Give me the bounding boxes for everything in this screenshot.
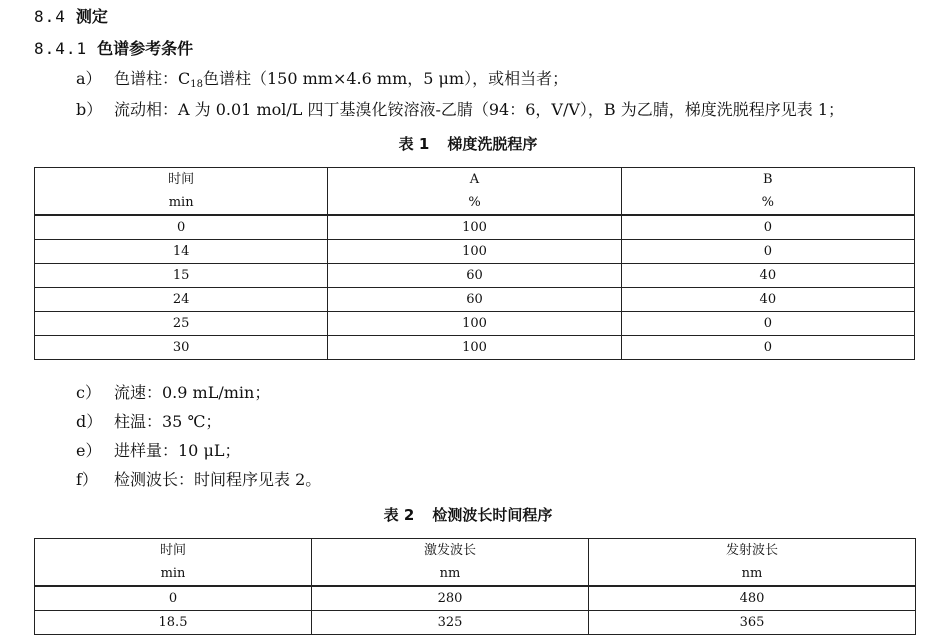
table-row (35, 264, 915, 288)
header-cell (328, 168, 621, 216)
header-cell (621, 168, 914, 216)
gradient-table (34, 167, 915, 360)
table-cell: 40 (621, 264, 914, 288)
header-cell (312, 539, 589, 587)
table-cell: 0 (621, 312, 914, 336)
header-unit: nm (741, 566, 763, 581)
header-unit: % (761, 195, 774, 210)
header-name: 激发波长 (423, 543, 476, 558)
table-row (35, 312, 915, 336)
table2-caption-title: 检测波长时间程序 (432, 506, 553, 524)
item-text: 柱温：35 ℃； (114, 412, 222, 431)
item-label: d） (76, 412, 103, 431)
table-cell: 30 (35, 336, 328, 360)
header-name: A (469, 172, 480, 187)
table-row (35, 336, 915, 360)
table-cell: 325 (312, 611, 589, 635)
table-cell: 100 (328, 336, 621, 360)
table-header-row (35, 539, 916, 587)
subsection-title: 色谱参考条件 (97, 39, 194, 58)
item-label: e） (76, 441, 102, 460)
table-cell: 60 (328, 264, 621, 288)
table-cell: 365 (589, 611, 916, 635)
header-cell (35, 539, 312, 587)
section-heading (34, 4, 108, 27)
table-cell: 15 (35, 264, 328, 288)
item-label: f） (76, 470, 98, 489)
item-label: b） (76, 100, 103, 119)
wavelength-table (34, 538, 916, 635)
header-unit: min (168, 195, 194, 210)
section-number: 8.4 (34, 7, 66, 26)
section-title: 测定 (75, 7, 108, 26)
header-unit: nm (439, 566, 461, 581)
item-text: 进样量：10 μL； (114, 441, 241, 460)
table-cell: 480 (589, 586, 916, 611)
table-cell: 0 (621, 336, 914, 360)
table-cell: 0 (621, 240, 914, 264)
item-text: 流动相：A 为 0.01 mol/L 四丁基溴化铵溶液-乙腈（94：6，V/V），B 为乙腈，梯度洗脱程序见表 1； (114, 100, 845, 119)
table-cell: 280 (312, 586, 589, 611)
table2-caption (0, 504, 936, 525)
table-cell: 24 (35, 288, 328, 312)
subsection-heading (34, 36, 193, 59)
table-cell: 25 (35, 312, 328, 336)
table-cell: 60 (328, 288, 621, 312)
condition-item-e (76, 438, 240, 461)
table2-caption-number: 表 2 (383, 506, 415, 524)
condition-item-f (76, 467, 321, 490)
header-cell (35, 168, 328, 216)
item-label: c） (76, 383, 101, 402)
table-row (35, 586, 916, 611)
table-cell: 100 (328, 240, 621, 264)
item-subscript: 18 (190, 79, 203, 90)
item-text-suffix: 色谱柱（150 mm×4.6 mm，5 μm），或相当者； (202, 69, 569, 88)
table-cell: 0 (35, 215, 328, 240)
table-cell: 40 (621, 288, 914, 312)
table-cell: 100 (328, 312, 621, 336)
table-cell: 18.5 (35, 611, 312, 635)
header-name: 时间 (168, 172, 195, 187)
header-name: B (763, 172, 773, 187)
header-name: 时间 (159, 543, 186, 558)
table1-caption-title: 梯度洗脱程序 (447, 135, 538, 153)
item-label: a） (76, 69, 102, 88)
header-unit: min (160, 566, 186, 581)
table-row (35, 240, 915, 264)
header-cell (589, 539, 916, 587)
table-cell: 0 (35, 586, 312, 611)
condition-item-c (76, 380, 270, 403)
table-cell: 100 (328, 215, 621, 240)
table1-caption (0, 133, 936, 154)
header-name: 发射波长 (725, 543, 778, 558)
item-text: 检测波长：时间程序见表 2。 (114, 470, 322, 489)
condition-item-d (76, 409, 221, 432)
condition-item-b (76, 97, 844, 120)
condition-item-a (76, 66, 568, 90)
table1-caption-number: 表 1 (398, 135, 430, 153)
table-row (35, 611, 916, 635)
table-row (35, 215, 915, 240)
subsection-number: 8.4.1 (34, 39, 88, 58)
table-cell: 0 (621, 215, 914, 240)
table-header-row (35, 168, 915, 216)
table-row (35, 288, 915, 312)
item-text: 流速：0.9 mL/min； (114, 383, 271, 402)
item-text-prefix: 色谱柱：C (114, 69, 191, 88)
table-cell: 14 (35, 240, 328, 264)
header-unit: % (468, 195, 481, 210)
